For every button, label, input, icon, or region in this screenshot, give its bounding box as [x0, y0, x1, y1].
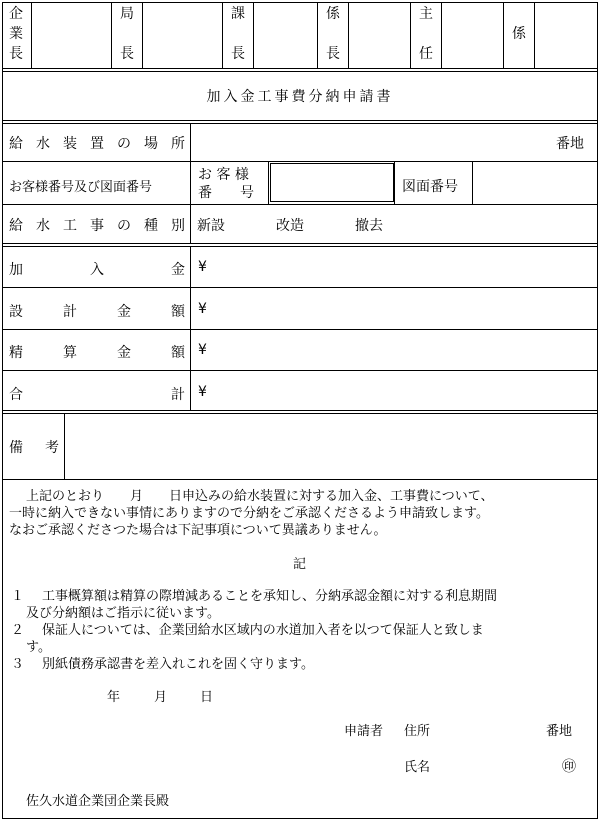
addressee: 佐久水道企業団企業長殿 — [26, 794, 170, 809]
seal-mark: ㊞ — [562, 759, 576, 775]
intro-line-2: 一時に納入できない事情にありますので分納をご承認くださるよう申請致します。 — [9, 506, 489, 521]
amount-yen-design: ¥ — [198, 301, 207, 317]
name-label: 氏名 — [404, 760, 431, 775]
item-3-number: ３ — [11, 657, 25, 672]
customer-number-label-line1: お 客 様 — [198, 167, 249, 183]
customer-number-label-line2: 番 号 — [198, 185, 254, 201]
item-1-line-2: 及び分納額はご指示に従います。 — [26, 606, 220, 621]
remarks-label: 備 考 — [9, 440, 59, 456]
application-form: 企 業 長 局 長 課 長 係 長 主 任 係 加入金工事費分納申請書 給 水 装 置 の 場 所 番地 お客様番号及び図面番号 お 客 様 番 号 図面番号 給 水 工 事 の 種 別 新設 改造 撤去 加 入 金 ¥ 設 計 金 額 ¥ 精 算 金 額 ¥ 合 計 ¥ 備 考 上記のとおり 月 日申込みの給水装置に対する加入金、工事費について、 一時に納入できない事情にありますので分納をご承認くださるよう申請致します。 なおご承認くださつた場合は下記事項について異議ありません。 記 １ 工事概算額は精算の際増減あることを承知し、分納承認金額に対する利息期間 及び分納額はご指示に従います。 ２ 保証人については、企業団給水区域内の水道加入者を以つて保証人と致しま す。 ３ 別紙債務承認書を差入れこれを固く守ります。 年 月 日 申請者 住所 番地 氏名 ㊞ 佐久水道企業団企業長殿 — [0, 0, 600, 821]
address-label: 住所 — [404, 724, 431, 739]
work-type-label: 給 水 工 事 の 種 別 — [9, 218, 185, 234]
amount-yen-join-fee: ¥ — [198, 259, 207, 275]
item-2-number: ２ — [11, 623, 25, 638]
address-banchi: 番地 — [546, 724, 573, 739]
form-title: 加入金工事費分納申請書 — [206, 89, 394, 105]
customer-number-field[interactable] — [270, 163, 394, 202]
amount-label-join-fee: 加 入 金 — [9, 262, 185, 278]
customer-map-label: お客様番号及び図面番号 — [9, 180, 153, 195]
amount-yen-settlement: ¥ — [198, 342, 207, 358]
item-3-line-1: 別紙債務承認書を差入れこれを固く守ります。 — [42, 657, 314, 672]
amount-label-design: 設 計 金 額 — [9, 304, 185, 320]
approval-row-divider — [2, 68, 598, 69]
ki-heading: 記 — [293, 557, 307, 572]
date-day: 日 — [200, 690, 214, 705]
item-1-number: １ — [11, 589, 25, 604]
amount-yen-total: ¥ — [198, 384, 207, 400]
intro-line-3: なおご承認くださつた場合は下記事項について異議ありません。 — [9, 523, 387, 538]
item-2-line-1: 保証人については、企業団給水区域内の水道加入者を以つて保証人と致しま — [42, 623, 484, 638]
location-banchi: 番地 — [556, 136, 584, 152]
location-label: 給 水 装 置 の 場 所 — [9, 136, 185, 152]
work-type-removal[interactable]: 撤去 — [355, 218, 383, 234]
item-1-line-1: 工事概算額は精算の際増減あることを承知し、分納承認金額に対する利息期間 — [42, 589, 498, 604]
applicant-label: 申請者 — [344, 724, 384, 739]
date-year: 年 — [107, 690, 121, 705]
intro-line-1: 上記のとおり 月 日申込みの給水装置に対する加入金、工事費について、 — [26, 489, 494, 504]
map-number-label: 図面番号 — [402, 179, 458, 195]
amount-label-total: 合 計 — [9, 387, 185, 403]
work-type-remodel[interactable]: 改造 — [276, 218, 304, 234]
date-month: 月 — [154, 690, 168, 705]
remarks-field[interactable] — [66, 415, 596, 477]
amount-label-settlement: 精 算 金 額 — [9, 345, 185, 361]
item-2-line-2: す。 — [26, 640, 51, 655]
work-type-new[interactable]: 新設 — [197, 218, 225, 234]
